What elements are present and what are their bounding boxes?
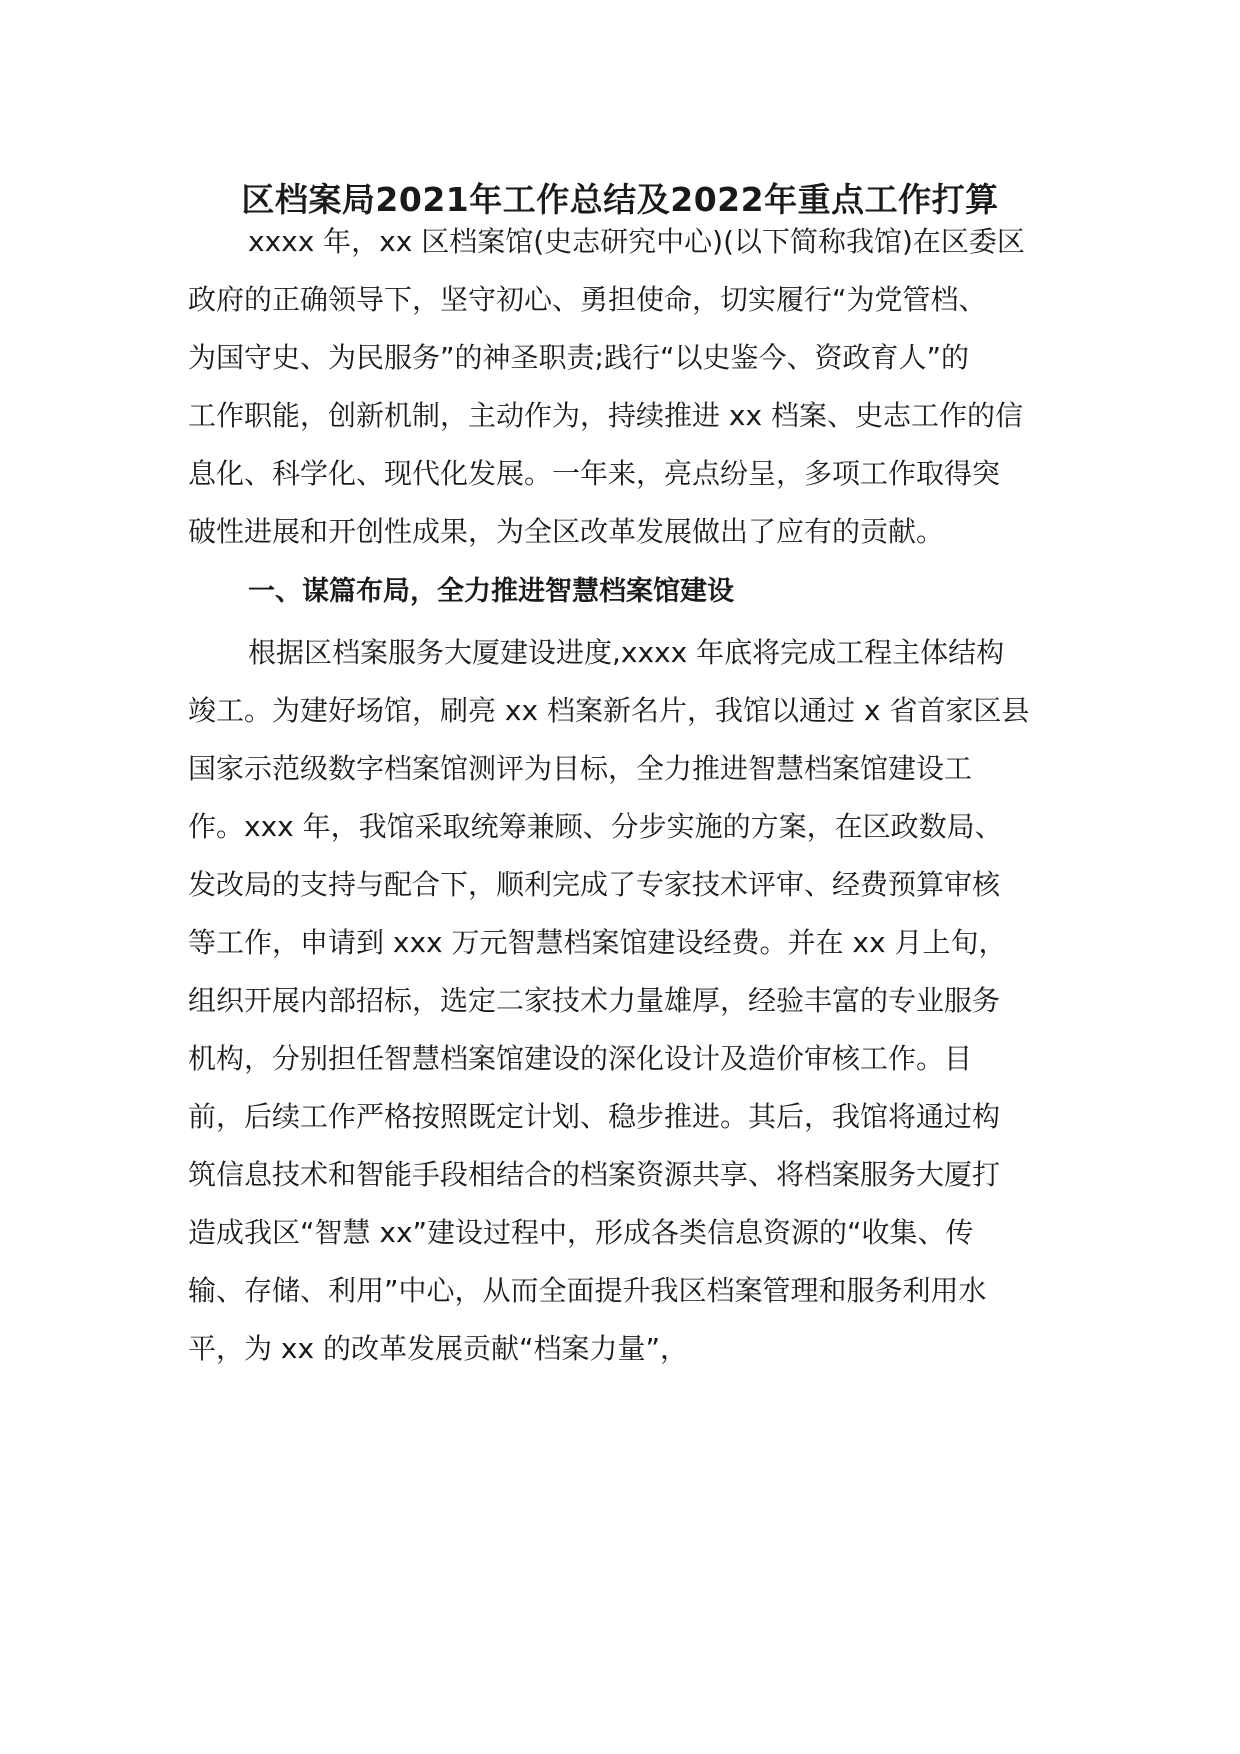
paragraph-1-line: 破性进展和开创性成果，为全区改革发展做出了应有的贡献。 [188,515,945,548]
paragraph-2-line: 发改局的支持与配合下，顺利完成了专家技术评审、经费预算审核 [188,868,1001,901]
paragraph-2-line: 平，为 xx 的改革发展贡献“档案力量”， [188,1332,688,1365]
paragraph-2-line: 筑信息技术和智能手段相结合的档案资源共享、将档案服务大厦打 [188,1158,1001,1191]
section-heading: 一、谋篇布局，全力推进智慧档案馆建设 [248,576,734,607]
paragraph-1-line: xxxx 年，xx 区档案馆(史志研究中心)(以下简称我馆)在区委区 [248,225,1025,258]
document-title: 区档案局2021年工作总结及2022年重点工作打算 [241,180,999,219]
paragraph-2-line: 造成我区“智慧 xx”建设过程中，形成各类信息资源的“收集、传 [188,1216,974,1249]
paragraph-2-line: 机构，分别担任智慧档案馆建设的深化设计及造价审核工作。目 [188,1042,973,1075]
paragraph-2-line: 作。xxx 年，我馆采取统筹兼顾、分步实施的方案，在区政数局、 [188,810,1003,843]
paragraph-2-line: 输、存储、利用”中心，从而全面提升我区档案管理和服务利用水 [188,1274,987,1307]
paragraph-1-line: 政府的正确领导下，坚守初心、勇担使命，切实履行“为党管档、 [188,283,987,316]
paragraph-2-line: 根据区档案服务大厦建设进度,xxxx 年底将完成工程主体结构 [248,636,1005,669]
paragraph-2-line: 组织开展内部招标，选定二家技术力量雄厚，经验丰富的专业服务 [188,984,1001,1017]
paragraph-2-line: 国家示范级数字档案馆测评为目标，全力推进智慧档案馆建设工 [188,752,973,785]
paragraph-2-line: 等工作，申请到 xxx 万元智慧档案馆建设经费。并在 xx 月上旬， [188,926,1007,959]
paragraph-2-line: 竣工。为建好场馆，刷亮 xx 档案新名片，我馆以通过 x 省首家区县 [188,694,1030,727]
paragraph-1-line: 息化、科学化、现代化发展。一年来，亮点纷呈，多项工作取得突 [188,457,1001,490]
paragraph-1-line: 工作职能，创新机制，主动作为，持续推进 xx 档案、史志工作的信 [188,399,1023,432]
paragraph-1-line: 为国守史、为民服务”的神圣职责;践行“以史鉴今、资政育人”的 [188,341,969,374]
paragraph-2-line: 前，后续工作严格按照既定计划、稳步推进。其后，我馆将通过构 [188,1100,1001,1133]
